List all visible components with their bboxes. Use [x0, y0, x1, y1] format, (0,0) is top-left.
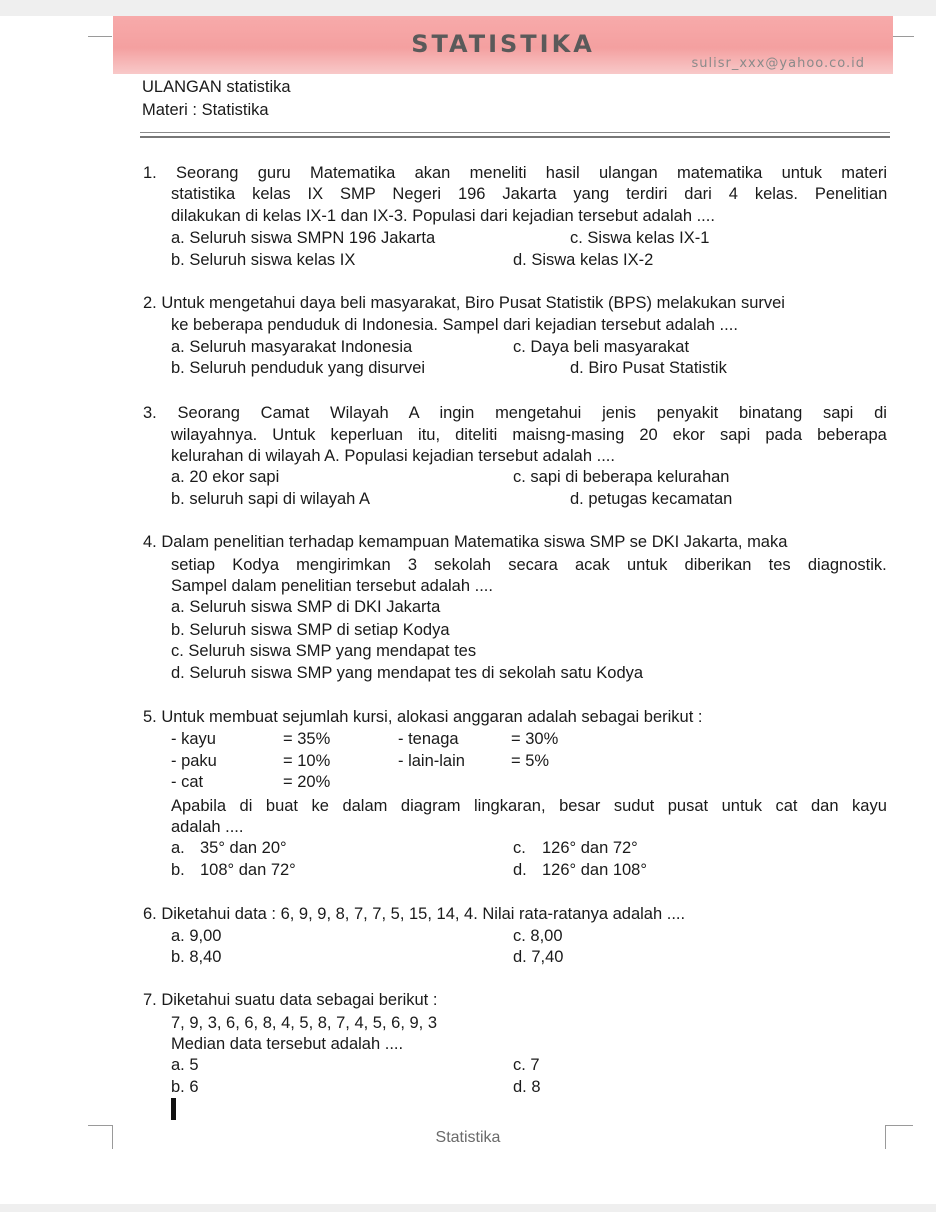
- q5-line-1: 5. Untuk membuat sejumlah kursi, alokasi anggaran adalah sebagai berikut :: [143, 708, 703, 726]
- q5-option-c: 126° dan 72°: [542, 839, 638, 857]
- q4-option-d: d. Seluruh siswa SMP yang mendapat tes di sekolah satu Kodya: [171, 664, 644, 682]
- q5-item-kayu-value: = 35%: [283, 730, 331, 748]
- q2-option-d: d. Biro Pusat Statistik: [570, 359, 727, 377]
- corner-mark-bottom-right: [885, 1125, 913, 1126]
- q2-option-c: c. Daya beli masyarakat: [513, 338, 690, 356]
- q3-option-b: b. seluruh sapi di wilayah A: [171, 490, 371, 508]
- subject-line: Materi : Statistika: [142, 101, 269, 119]
- q3-option-a: a. 20 ekor sapi: [171, 468, 280, 486]
- q7-line-3: Median data tersebut adalah ....: [171, 1035, 404, 1053]
- q5-item-paku-value: = 10%: [283, 752, 331, 770]
- exam-title: ULANGAN statistika: [142, 78, 291, 96]
- banner-email: sulisr_xxx@yahoo.co.id: [691, 56, 865, 71]
- banner-title: STATISTIKA: [411, 30, 595, 58]
- q1-line-2: statistika kelas IX SMP Negeri 196 Jakarta yang terdiri dari 4 kelas. Penelitian: [171, 185, 888, 203]
- q5-option-a: 35° dan 20°: [200, 839, 287, 857]
- text-cursor[interactable]: [171, 1098, 176, 1120]
- q7-option-d: d. 8: [513, 1078, 541, 1096]
- q7-option-b: b. 6: [171, 1078, 199, 1096]
- q5-option-b: 108° dan 72°: [200, 861, 296, 879]
- q7-option-c: c. 7: [513, 1056, 540, 1074]
- q5-item-tenaga-value: = 30%: [511, 730, 559, 748]
- q1-option-b: b. Seluruh siswa kelas IX: [171, 251, 356, 269]
- bottom-strip: [0, 1204, 936, 1212]
- q6-option-a: a. 9,00: [171, 927, 222, 945]
- page-footer: Statistika: [435, 1129, 501, 1146]
- q3-line-3: kelurahan di wilayah A. Populasi kejadian tersebut adalah ....: [171, 447, 615, 465]
- q2-option-a: a. Seluruh masyarakat Indonesia: [171, 338, 413, 356]
- q1-option-c: c. Siswa kelas IX-1: [570, 229, 710, 247]
- q1-option-a: a. Seluruh siswa SMPN 196 Jakarta: [171, 229, 436, 247]
- q5-option-c-label: c.: [513, 839, 526, 857]
- q3-option-c: c. sapi di beberapa kelurahan: [513, 468, 730, 486]
- q5-option-d-label: d.: [513, 861, 527, 879]
- q5-line-3: adalah ....: [171, 818, 244, 836]
- q4-option-b: b. Seluruh siswa SMP di setiap Kodya: [171, 621, 450, 639]
- q6-option-b: b. 8,40: [171, 948, 222, 966]
- q3-line-1: 3. Seorang Camat Wilayah A ingin mengetahui jenis penyakit binatang sapi di: [143, 404, 887, 422]
- q4-line-1: 4. Dalam penelitian terhadap kemampuan Matematika siswa SMP se DKI Jakarta, maka: [143, 533, 788, 551]
- q4-option-c: c. Seluruh siswa SMP yang mendapat tes: [171, 642, 477, 660]
- q3-line-2: wilayahnya. Untuk keperluan itu, diteliti maisng-masing 20 ekor sapi pada beberapa: [171, 426, 887, 444]
- q1-line-3: dilakukan di kelas IX-1 dan IX-3. Populasi dari kejadian tersebut adalah ....: [171, 207, 715, 225]
- q5-item-tenaga: - tenaga: [398, 730, 459, 748]
- q5-option-b-label: b.: [171, 861, 185, 879]
- q7-line-1: 7. Diketahui suatu data sebagai berikut :: [143, 991, 438, 1009]
- q4-line-3: Sampel dalam penelitian tersebut adalah ....: [171, 577, 493, 595]
- q5-item-cat: - cat: [171, 773, 204, 791]
- q5-option-a-label: a.: [171, 839, 185, 857]
- q6-option-d: d. 7,40: [513, 948, 564, 966]
- q2-line-1: 2. Untuk mengetahui daya beli masyarakat, Biro Pusat Statistik (BPS) melakukan survei: [143, 294, 785, 312]
- q7-data: 7, 9, 3, 6, 6, 8, 4, 5, 8, 7, 4, 5, 6, 9, 3: [171, 1014, 438, 1032]
- q5-item-cat-value: = 20%: [283, 773, 331, 791]
- q5-item-lain-value: = 5%: [511, 752, 550, 770]
- q5-option-d: 126° dan 108°: [542, 861, 647, 879]
- q7-option-a: a. 5: [171, 1056, 199, 1074]
- q5-item-paku: - paku: [171, 752, 217, 770]
- q2-option-b: b. Seluruh penduduk yang disurvei: [171, 359, 426, 377]
- q3-option-d: d. petugas kecamatan: [570, 490, 733, 508]
- q6-option-c: c. 8,00: [513, 927, 563, 945]
- q5-line-2: Apabila di buat ke dalam diagram lingkaran, besar sudut pusat untuk cat dan kayu: [171, 797, 887, 815]
- q5-item-lain: - lain-lain: [398, 752, 465, 770]
- q5-item-kayu: - kayu: [171, 730, 216, 748]
- q1-line-1: 1. Seorang guru Matematika akan meneliti hasil ulangan matematika untuk materi: [143, 164, 888, 182]
- q4-option-a: a. Seluruh siswa SMP di DKI Jakarta: [171, 598, 441, 616]
- q2-line-2: ke beberapa penduduk di Indonesia. Sampel dari kejadian tersebut adalah ....: [171, 316, 738, 334]
- q6-line-1: 6. Diketahui data : 6, 9, 9, 8, 7, 7, 5, 15, 14, 4. Nilai rata-ratanya adalah ....: [143, 905, 686, 923]
- corner-mark-bottom-left: [88, 1125, 112, 1126]
- q4-line-2: setiap Kodya mengirimkan 3 sekolah secara acak untuk diberikan tes diagnostik.: [171, 556, 887, 574]
- q1-option-d: d. Siswa kelas IX-2: [513, 251, 654, 269]
